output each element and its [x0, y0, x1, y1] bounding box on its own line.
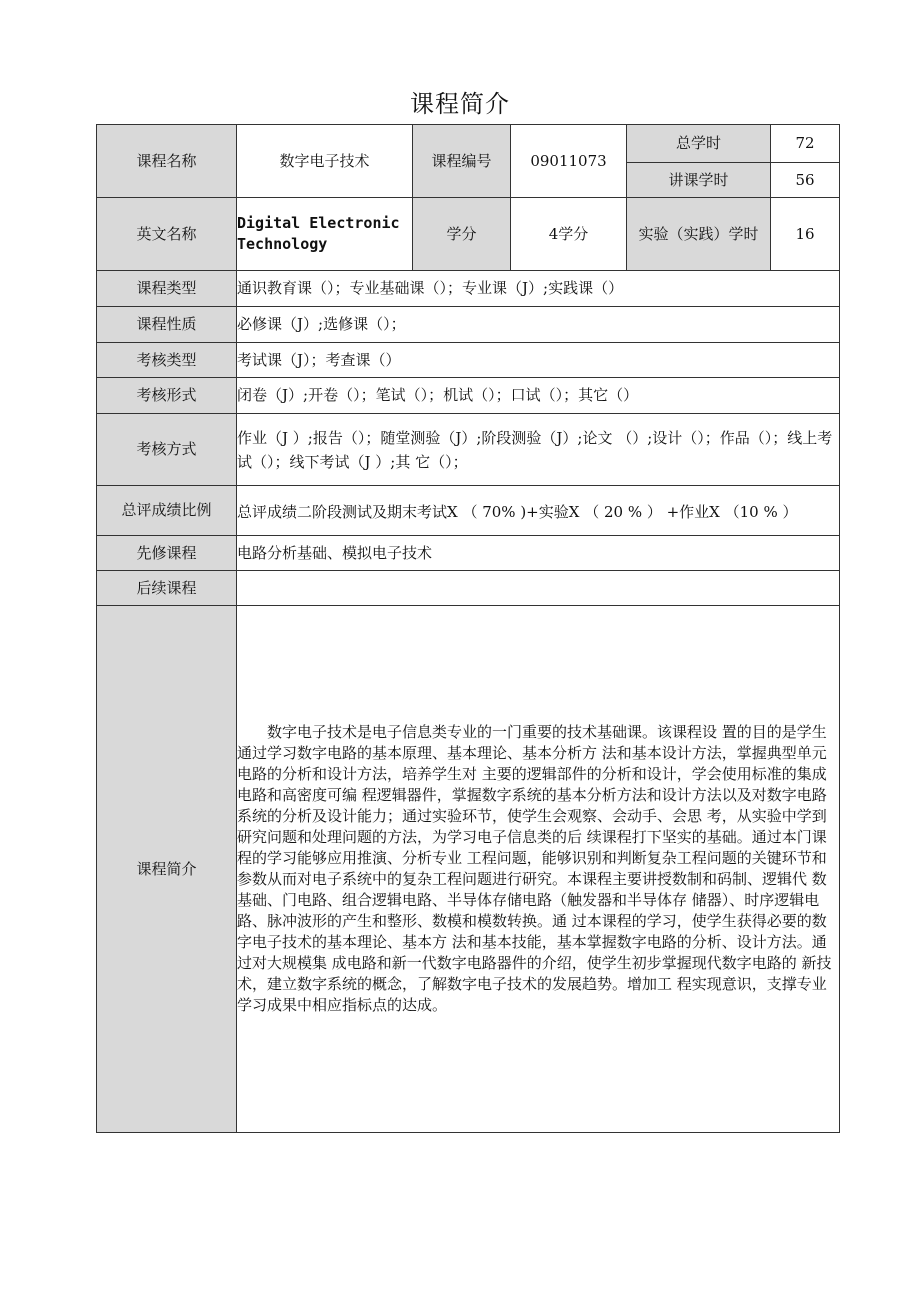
table-row	[97, 307, 840, 343]
table-row	[97, 414, 840, 486]
table-row	[97, 486, 840, 536]
lecture-hours-value: 56	[771, 163, 840, 198]
course-type-label: 课程类型	[97, 271, 237, 307]
total-hours-value: 72	[771, 125, 840, 163]
course-code-value: 09011073	[511, 125, 627, 198]
table-row	[97, 343, 840, 378]
table-row	[97, 198, 840, 271]
course-nature-value: 必修课（J）;选修课（）；	[237, 307, 840, 343]
course-info-table	[96, 124, 840, 1133]
course-code-label: 课程编号	[413, 125, 511, 198]
course-name-value: 数字电子技术	[237, 125, 413, 198]
english-name-value: Digital Electronic Technology	[237, 198, 413, 271]
lab-hours-label: 实验（实践）学时	[627, 198, 771, 271]
table-row	[97, 378, 840, 414]
assessment-form-label: 考核形式	[97, 378, 237, 414]
followup-value	[237, 571, 840, 606]
assessment-method-value: 作业（J ）;报告（）；随堂测验（J）;阶段测验（J）;论文 （）;设计（）；作品（）；线上考试（）；线下考试（J ）;其 它（）；	[237, 414, 840, 486]
course-name-label: 课程名称	[97, 125, 237, 198]
total-hours-label: 总学时	[627, 125, 771, 163]
table-row	[97, 571, 840, 606]
credit-value: 4学分	[511, 198, 627, 271]
assessment-type-label: 考核类型	[97, 343, 237, 378]
prerequisite-value: 电路分析基础、模拟电子技术	[237, 536, 840, 571]
grade-ratio-label: 总评成绩比例	[97, 486, 237, 536]
table-row	[97, 125, 840, 163]
assessment-type-value: 考试课（J）；考查课（）	[237, 343, 840, 378]
assessment-method-label: 考核方式	[97, 414, 237, 486]
grade-ratio-value: 总评成绩二阶段测试及期末考试X （ 70% )+实验X （ 20 % ） +作业X （10 % ）	[237, 486, 840, 536]
credit-label: 学分	[413, 198, 511, 271]
prerequisite-label: 先修课程	[97, 536, 237, 571]
course-type-value: 通识教育课（）；专业基础课（）；专业课（J）;实践课（）	[237, 271, 840, 307]
page-title: 课程简介	[410, 90, 510, 118]
lecture-hours-label: 讲课学时	[627, 163, 771, 198]
assessment-form-value: 闭卷（J）;开卷（）；笔试（）；机试（）；口试（）；其它（）	[237, 378, 840, 414]
followup-label: 后续课程	[97, 571, 237, 606]
intro-text: 数字电子技术是电子信息类专业的一门重要的技术基础课。该课程设 置的目的是学生通过学习数字电路的基本原理、基本理论、基本分析方 法和基本设计方法，掌握典型单元电路的分析和设计方法，培养学生对 主要的逻辑部件的分析和设计，学会使用标准的集成电路和高密度可编 程逻辑器件，掌握数字系统的基本分析方法和设计方法以及对数字电路 系统的分析及设计能力；通过实验环节，使学生会观察、会动手、会思 考，从实验中学到研究问题和处理问题的方法，为学习电子信息类的后 续课程打下坚实的基础。通过本门课程的学习能够应用推演、分析专业 工程问题，能够识别和判断复杂工程问题的关键环节和参数从而对电子系统中的复杂工程问题进行研究。本课程主要讲授数制和码制、逻辑代 数基础、门电路、组合逻辑电路、半导体存储电路（触发器和半导体存 储器）、时序逻辑电路、脉冲波形的产生和整形、数模和模数转换。通 过本课程的学习，使学生获得必要的数字电子技术的基本理论、基本方 法和基本技能，基本掌握数字电路的分析、设计方法。通过对大规模集 成电路和新一代数字电路器件的介绍，使学生初步掌握现代数字电路的 新技术，建立数字系统的概念，了解数字电子技术的发展趋势。增加工 程实现意识，支撑专业学习成果中相应指标点的达成。	[237, 606, 840, 1133]
english-name-label: 英文名称	[97, 198, 237, 271]
table-row	[97, 536, 840, 571]
intro-label: 课程简介	[97, 606, 237, 1133]
course-nature-label: 课程性质	[97, 307, 237, 343]
table-row	[97, 606, 840, 1133]
lab-hours-value: 16	[771, 198, 840, 271]
table-row	[97, 271, 840, 307]
